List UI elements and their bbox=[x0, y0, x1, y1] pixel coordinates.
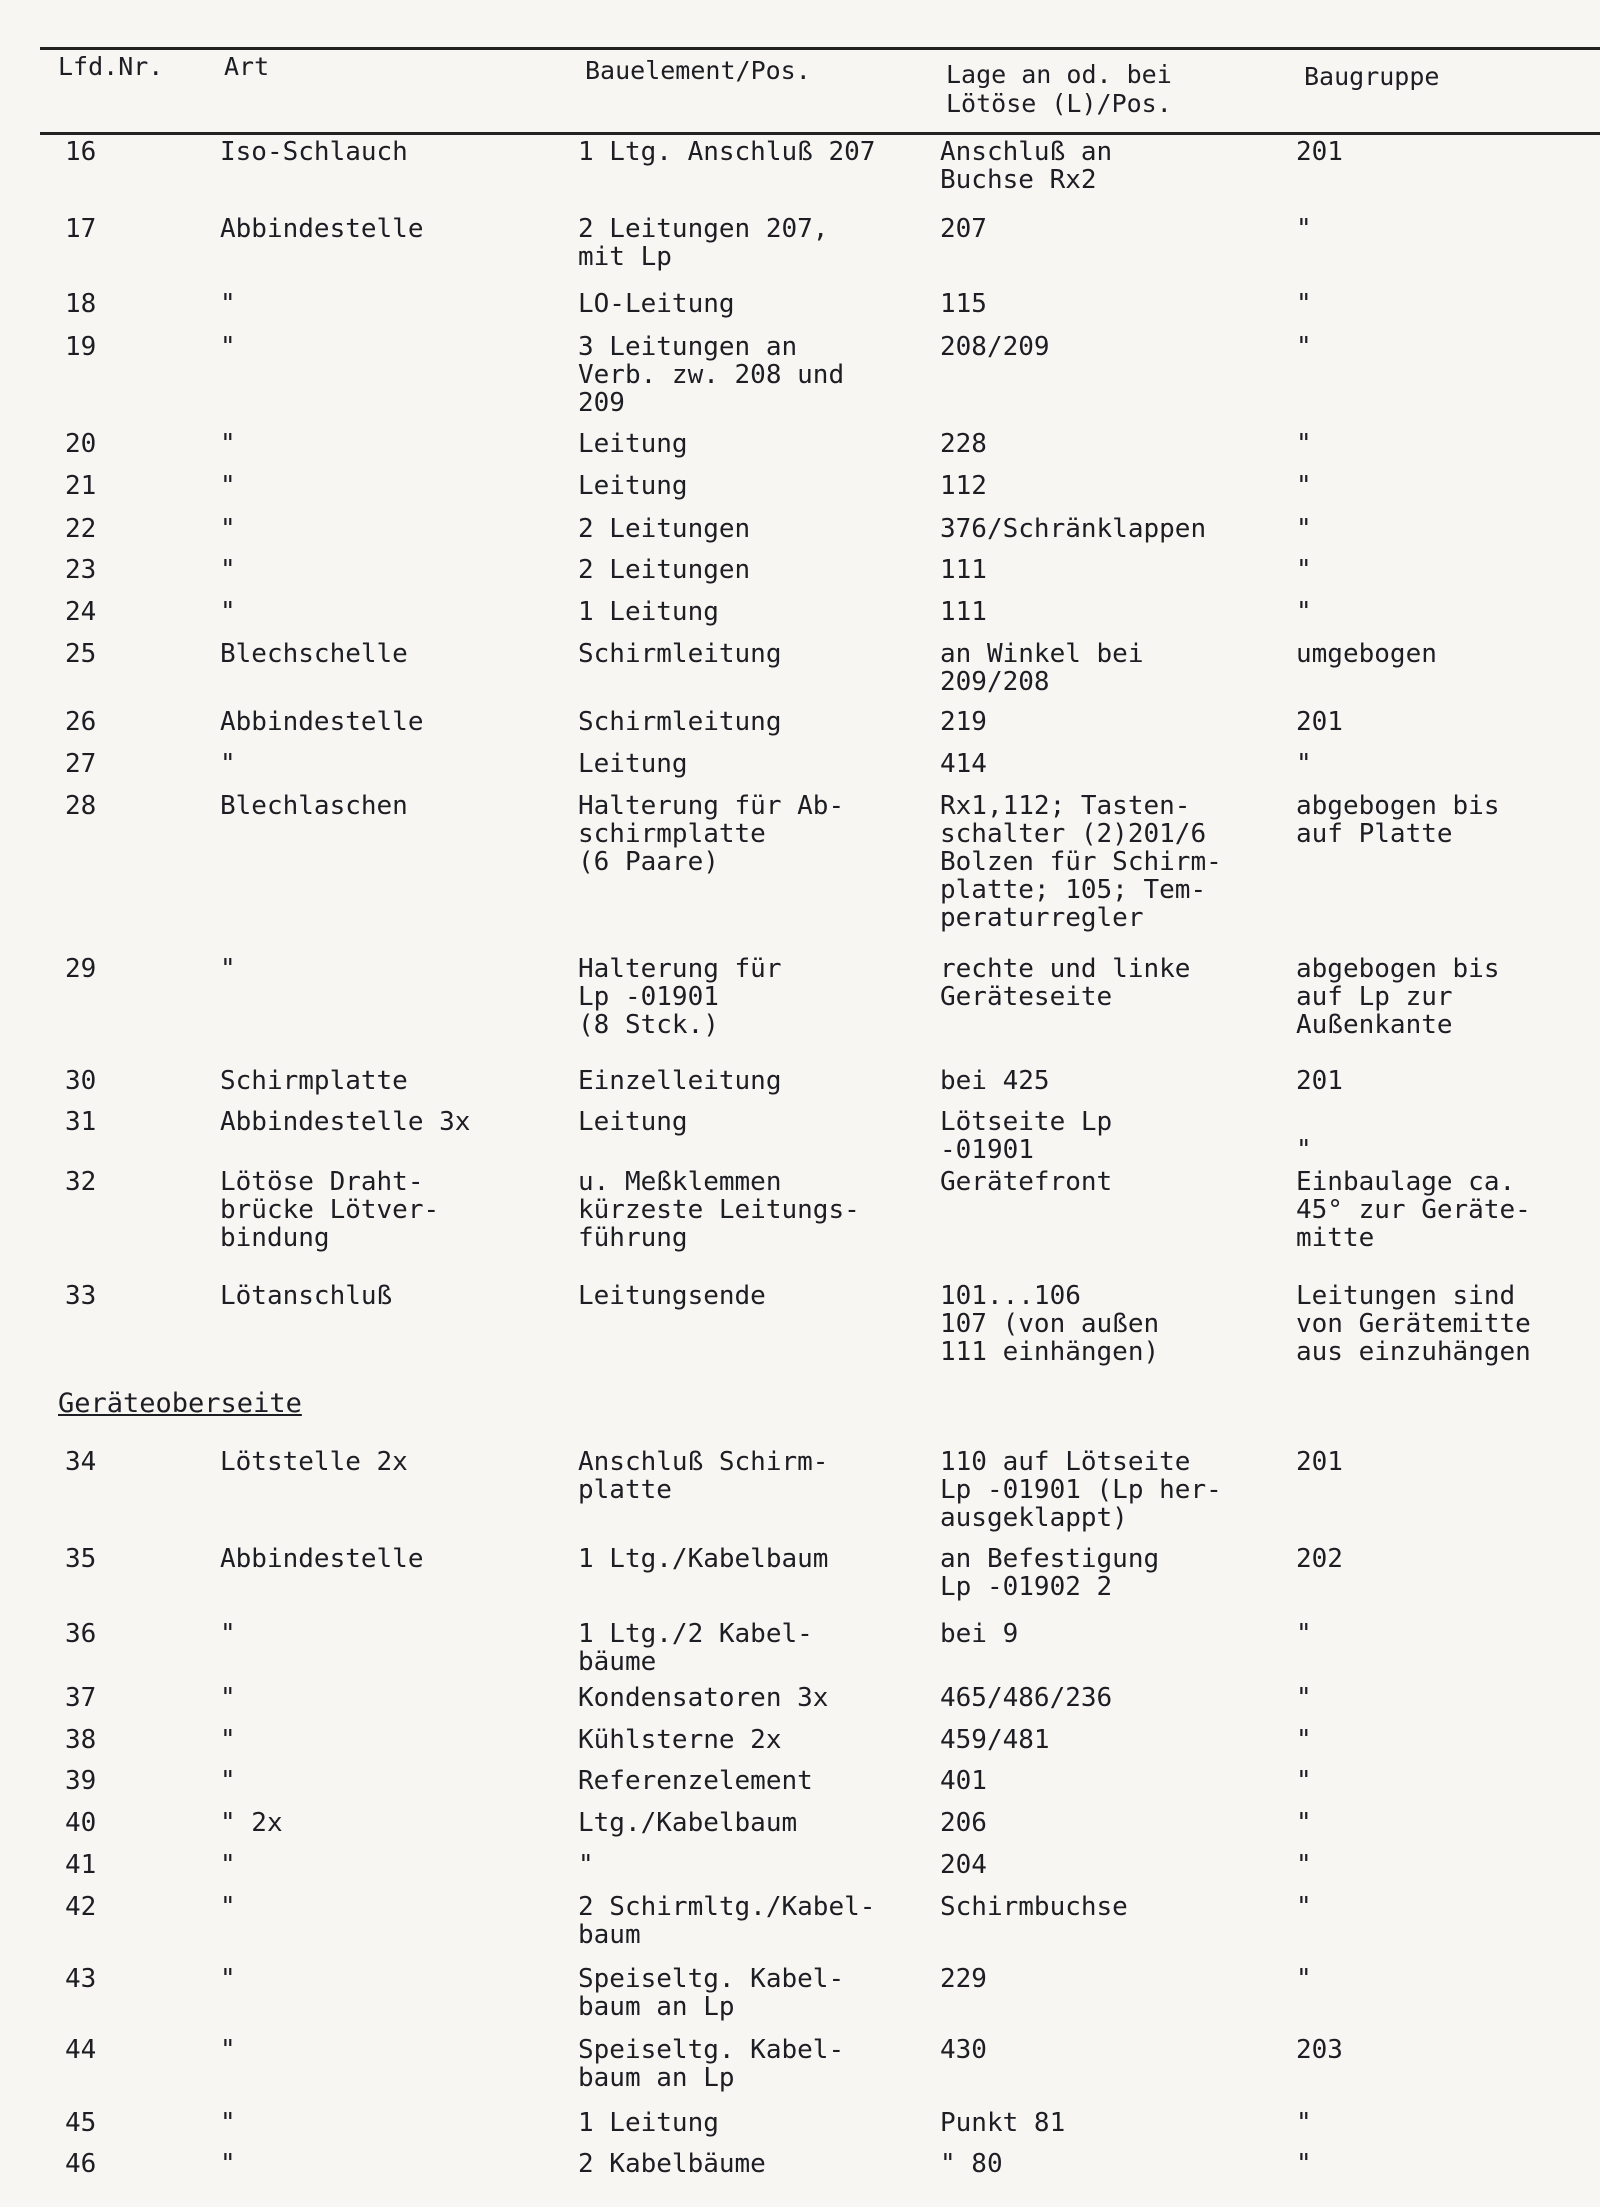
cell-grp: 201 bbox=[1296, 1066, 1343, 1096]
cell-nr: 43 bbox=[65, 1964, 97, 1994]
cell-grp: " bbox=[1296, 289, 1312, 319]
cell-lage: 219 bbox=[940, 707, 987, 737]
cell-art: " bbox=[220, 289, 236, 319]
cell-art: " bbox=[220, 514, 236, 544]
cell-art: " bbox=[220, 749, 236, 779]
cell-art: Blechschelle bbox=[220, 639, 408, 669]
cell-bau: 2 Leitungen 207, mit Lp bbox=[578, 214, 829, 272]
cell-bau: Anschluß Schirm- platte bbox=[578, 1447, 829, 1505]
cell-bau: 2 Kabelbäume bbox=[578, 2149, 766, 2179]
cell-art: Iso-Schlauch bbox=[220, 137, 408, 167]
cell-lage: 376/Schränklappen bbox=[940, 514, 1207, 544]
cell-lage: 101...106 107 (von außen 111 einhängen) bbox=[940, 1281, 1160, 1367]
cell-nr: 45 bbox=[65, 2108, 97, 2138]
cell-nr: 41 bbox=[65, 1850, 97, 1880]
cell-bau: " bbox=[578, 1850, 594, 1880]
header-nr: Lfd.Nr. bbox=[58, 52, 164, 81]
cell-grp: " bbox=[1296, 1766, 1312, 1796]
cell-nr: 40 bbox=[65, 1808, 97, 1838]
cell-lage: rechte und linke Geräteseite bbox=[940, 954, 1191, 1012]
cell-art: Abbindestelle bbox=[220, 1544, 424, 1574]
cell-art: Blechlaschen bbox=[220, 791, 408, 821]
cell-nr: 17 bbox=[65, 214, 97, 244]
cell-nr: 26 bbox=[65, 707, 97, 737]
cell-bau: 1 Ltg. Anschluß 207 bbox=[578, 137, 876, 167]
cell-lage: bei 425 bbox=[940, 1066, 1050, 1096]
cell-grp: " bbox=[1296, 1725, 1312, 1755]
cell-bau: Speiseltg. Kabel- baum an Lp bbox=[578, 1964, 845, 2022]
cell-grp: " bbox=[1296, 1683, 1312, 1713]
cell-nr: 36 bbox=[65, 1619, 97, 1649]
cell-nr: 35 bbox=[65, 1544, 97, 1574]
cell-lage: 204 bbox=[940, 1850, 987, 1880]
cell-grp: " bbox=[1296, 471, 1312, 501]
cell-nr: 28 bbox=[65, 791, 97, 821]
cell-bau: u. Meßklemmen kürzeste Leitungs- führung bbox=[578, 1167, 860, 1253]
cell-art: " bbox=[220, 1892, 236, 1922]
cell-grp: 201 bbox=[1296, 707, 1343, 737]
cell-bau: Schirmleitung bbox=[578, 707, 782, 737]
cell-grp: Leitungen sind von Gerätemitte aus einzuhängen bbox=[1296, 1281, 1531, 1367]
cell-grp: " bbox=[1296, 2108, 1312, 2138]
cell-art: " bbox=[220, 1725, 236, 1755]
cell-lage: 465/486/236 bbox=[940, 1683, 1113, 1713]
header-baugruppe: Baugruppe bbox=[1304, 62, 1440, 91]
cell-bau: Leitung bbox=[578, 749, 688, 779]
cell-grp: 202 bbox=[1296, 1544, 1343, 1574]
cell-grp: " bbox=[1296, 1892, 1312, 1922]
cell-art: " 2x bbox=[220, 1808, 283, 1838]
cell-nr: 39 bbox=[65, 1766, 97, 1796]
cell-lage: 414 bbox=[940, 749, 987, 779]
cell-nr: 27 bbox=[65, 749, 97, 779]
cell-bau: 1 Leitung bbox=[578, 597, 719, 627]
header-bauelement: Bauelement/Pos. bbox=[585, 56, 811, 85]
cell-nr: 21 bbox=[65, 471, 97, 501]
cell-art: " bbox=[220, 1964, 236, 1994]
cell-nr: 16 bbox=[65, 137, 97, 167]
cell-nr: 38 bbox=[65, 1725, 97, 1755]
cell-grp: 203 bbox=[1296, 2035, 1343, 2065]
cell-art: " bbox=[220, 2149, 236, 2179]
cell-bau: 2 Schirmltg./Kabel- baum bbox=[578, 1892, 876, 1950]
cell-grp: " bbox=[1296, 1808, 1312, 1838]
cell-lage: 229 bbox=[940, 1964, 987, 1994]
cell-art: Abbindestelle bbox=[220, 707, 424, 737]
header-lage: Lage an od. bei Lötöse (L)/Pos. bbox=[946, 60, 1172, 118]
cell-art: Lötstelle 2x bbox=[220, 1447, 408, 1477]
cell-grp: Einbaulage ca. 45° zur Geräte- mitte bbox=[1296, 1167, 1531, 1253]
cell-grp: 201 bbox=[1296, 1447, 1343, 1477]
header-bottom-rule bbox=[40, 132, 1600, 135]
cell-art: " bbox=[220, 471, 236, 501]
cell-nr: 32 bbox=[65, 1167, 97, 1197]
cell-art: " bbox=[220, 1683, 236, 1713]
cell-nr: 20 bbox=[65, 429, 97, 459]
cell-art: " bbox=[220, 332, 236, 362]
cell-art: " bbox=[220, 1619, 236, 1649]
cell-grp: " bbox=[1296, 1135, 1312, 1165]
cell-nr: 42 bbox=[65, 1892, 97, 1922]
cell-nr: 31 bbox=[65, 1107, 97, 1137]
cell-lage: an Befestigung Lp -01902 2 bbox=[940, 1544, 1160, 1602]
cell-grp: " bbox=[1296, 214, 1312, 244]
cell-lage: 430 bbox=[940, 2035, 987, 2065]
cell-nr: 29 bbox=[65, 954, 97, 984]
cell-lage: Schirmbuchse bbox=[940, 1892, 1128, 1922]
cell-nr: 37 bbox=[65, 1683, 97, 1713]
cell-grp: " bbox=[1296, 429, 1312, 459]
cell-bau: Halterung für Lp -01901 (8 Stck.) bbox=[578, 954, 782, 1040]
cell-lage: 401 bbox=[940, 1766, 987, 1796]
cell-bau: 1 Leitung bbox=[578, 2108, 719, 2138]
cell-art: Abbindestelle bbox=[220, 214, 424, 244]
cell-nr: 18 bbox=[65, 289, 97, 319]
cell-lage: 111 bbox=[940, 555, 987, 585]
cell-art: " bbox=[220, 954, 236, 984]
cell-nr: 19 bbox=[65, 332, 97, 362]
cell-lage: 112 bbox=[940, 471, 987, 501]
cell-lage: Rx1,112; Tasten- schalter (2)201/6 Bolzen für Schirm- platte; 105; Tem- peraturregler bbox=[940, 791, 1222, 933]
header-art: Art bbox=[224, 52, 270, 81]
cell-art: Schirmplatte bbox=[220, 1066, 408, 1096]
cell-art: " bbox=[220, 597, 236, 627]
cell-bau: Leitung bbox=[578, 429, 688, 459]
cell-lage: 228 bbox=[940, 429, 987, 459]
cell-bau: Leitungsende bbox=[578, 1281, 766, 1311]
cell-bau: 3 Leitungen an Verb. zw. 208 und 209 bbox=[578, 332, 845, 418]
cell-lage: 115 bbox=[940, 289, 987, 319]
cell-lage: 207 bbox=[940, 214, 987, 244]
cell-lage: 206 bbox=[940, 1808, 987, 1838]
cell-bau: 1 Ltg./2 Kabel- bäume bbox=[578, 1619, 813, 1677]
cell-bau: Kondensatoren 3x bbox=[578, 1683, 829, 1713]
cell-grp: abgebogen bis auf Lp zur Außenkante bbox=[1296, 954, 1500, 1040]
cell-grp: umgebogen bbox=[1296, 639, 1437, 669]
cell-grp: " bbox=[1296, 749, 1312, 779]
cell-lage: Gerätefront bbox=[940, 1167, 1113, 1197]
cell-lage: Lötseite Lp -01901 bbox=[940, 1107, 1113, 1165]
cell-art: " bbox=[220, 555, 236, 585]
cell-nr: 46 bbox=[65, 2149, 97, 2179]
cell-bau: Kühlsterne 2x bbox=[578, 1725, 782, 1755]
cell-grp: " bbox=[1296, 597, 1312, 627]
cell-lage: Punkt 81 bbox=[940, 2108, 1066, 2138]
cell-grp: " bbox=[1296, 555, 1312, 585]
cell-nr: 44 bbox=[65, 2035, 97, 2065]
cell-bau: Leitung bbox=[578, 1107, 688, 1137]
cell-nr: 22 bbox=[65, 514, 97, 544]
cell-art: Lötanschluß bbox=[220, 1281, 393, 1311]
cell-lage: bei 9 bbox=[940, 1619, 1019, 1649]
section-heading: Geräteoberseite bbox=[58, 1388, 302, 1419]
cell-lage: 208/209 bbox=[940, 332, 1050, 362]
cell-grp: " bbox=[1296, 1850, 1312, 1880]
cell-lage: 459/481 bbox=[940, 1725, 1050, 1755]
cell-grp: 201 bbox=[1296, 137, 1343, 167]
cell-art: Abbindestelle 3x bbox=[220, 1107, 471, 1137]
cell-art: Lötöse Draht- brücke Lötver- bindung bbox=[220, 1167, 440, 1253]
cell-nr: 30 bbox=[65, 1066, 97, 1096]
cell-bau: 2 Leitungen bbox=[578, 555, 751, 585]
cell-nr: 24 bbox=[65, 597, 97, 627]
cell-lage: Anschluß an Buchse Rx2 bbox=[940, 137, 1113, 195]
cell-nr: 34 bbox=[65, 1447, 97, 1477]
cell-art: " bbox=[220, 429, 236, 459]
cell-bau: 1 Ltg./Kabelbaum bbox=[578, 1544, 829, 1574]
cell-bau: Schirmleitung bbox=[578, 639, 782, 669]
cell-bau: Leitung bbox=[578, 471, 688, 501]
cell-grp: " bbox=[1296, 1964, 1312, 1994]
cell-nr: 33 bbox=[65, 1281, 97, 1311]
cell-bau: 2 Leitungen bbox=[578, 514, 751, 544]
cell-lage: 111 bbox=[940, 597, 987, 627]
cell-bau: Halterung für Ab- schirmplatte (6 Paare) bbox=[578, 791, 845, 877]
cell-bau: Einzelleitung bbox=[578, 1066, 782, 1096]
cell-art: " bbox=[220, 2035, 236, 2065]
cell-grp: " bbox=[1296, 514, 1312, 544]
cell-bau: Speiseltg. Kabel- baum an Lp bbox=[578, 2035, 845, 2093]
cell-grp: " bbox=[1296, 2149, 1312, 2179]
header-top-rule bbox=[40, 47, 1600, 50]
cell-grp: " bbox=[1296, 332, 1312, 362]
cell-lage: 110 auf Lötseite Lp -01901 (Lp her- ausgeklappt) bbox=[940, 1447, 1222, 1533]
cell-grp: abgebogen bis auf Platte bbox=[1296, 791, 1500, 849]
cell-art: " bbox=[220, 1766, 236, 1796]
cell-lage: " 80 bbox=[940, 2149, 1003, 2179]
cell-art: " bbox=[220, 1850, 236, 1880]
cell-bau: Referenzelement bbox=[578, 1766, 813, 1796]
cell-bau: LO-Leitung bbox=[578, 289, 735, 319]
cell-grp: " bbox=[1296, 1619, 1312, 1649]
cell-nr: 25 bbox=[65, 639, 97, 669]
cell-art: " bbox=[220, 2108, 236, 2138]
cell-nr: 23 bbox=[65, 555, 97, 585]
cell-bau: Ltg./Kabelbaum bbox=[578, 1808, 798, 1838]
cell-lage: an Winkel bei 209/208 bbox=[940, 639, 1144, 697]
